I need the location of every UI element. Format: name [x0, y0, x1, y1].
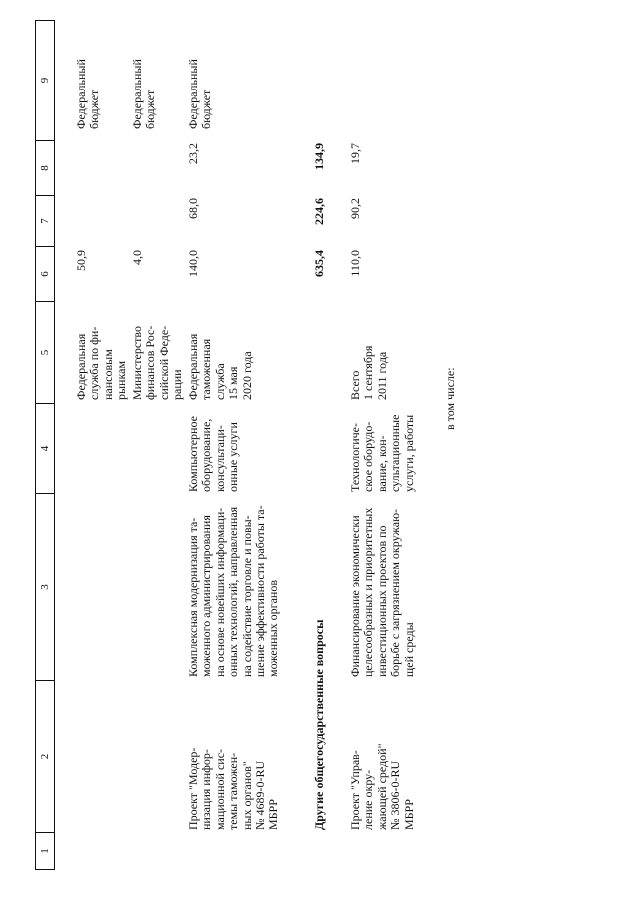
- funding-source-cell: Федеральный бюджет: [186, 59, 214, 129]
- header-col-6: 6: [35, 246, 55, 302]
- goal-cell: Финансирование экономически целесообразных и приоритетных инвестиционных проектов по борьбе с загрязнением окружаю- щей среды: [348, 507, 416, 677]
- rotated-table-page: [35, 20, 635, 870]
- header-col-3: 3: [35, 493, 55, 681]
- project-cell: Проект "Управ- ление окру- жающей средой" № 3806-0-RU МБРР: [348, 743, 416, 830]
- project-cell: Проект "Модер- низация инфор- мационной сис- темы таможен- ных органов" № 4689-0-RU МБРР: [186, 747, 281, 830]
- subtotal-col-6: 635,4: [312, 250, 326, 277]
- value-col-8: 19,7: [348, 143, 362, 164]
- value-col-6: 140,0: [186, 250, 200, 277]
- service-cell: Технологиче- ское оборудо- вание, кон- сультационные услуги, работы: [348, 414, 416, 492]
- header-col-4: 4: [35, 403, 55, 494]
- column-number-header-row: [35, 20, 55, 870]
- value-col-6: 110,0: [348, 250, 362, 277]
- header-col-7: 7: [35, 195, 55, 247]
- header-col-2: 2: [35, 680, 55, 833]
- section-title: Другие общегосударственные вопросы: [312, 619, 326, 830]
- subtotal-col-8: 134,9: [312, 143, 326, 170]
- agency-cell: Всего 1 сентября 2011 года: [348, 345, 389, 400]
- service-cell: Компьютерное оборудование, консультаци- онные услуги: [186, 416, 241, 492]
- funding-source-cell: Федеральный бюджет: [74, 59, 102, 129]
- funding-source-cell: Федеральный бюджет: [130, 59, 158, 129]
- header-col-9: 9: [35, 20, 55, 141]
- value-col-6: 50,9: [74, 250, 88, 271]
- agency-cell: Федеральная таможенная служба 15 мая 2020 года: [186, 333, 254, 400]
- agency-cell: Федеральная служба по фи- нансовым рынкам: [74, 326, 129, 400]
- header-col-1: 1: [35, 832, 55, 870]
- header-col-5: 5: [35, 301, 55, 404]
- agency-cell: Министерство финансов Рос- сийской Феде- рации: [130, 325, 185, 400]
- value-col-6: 4,0: [130, 250, 144, 265]
- value-col-7: 68,0: [186, 198, 200, 219]
- goal-cell: Комплексная модернизация та- моженного администрирования на основе новейших информаци- онных технологий, направленная на содействие торговле и повы- шение эффективности работы та- моженных органов: [186, 505, 281, 677]
- value-col-8: 23,2: [186, 143, 200, 164]
- including-note: в том числе:: [443, 367, 457, 430]
- value-col-7: 90,2: [348, 198, 362, 219]
- header-col-8: 8: [35, 140, 55, 196]
- subtotal-col-7: 224,6: [312, 198, 326, 225]
